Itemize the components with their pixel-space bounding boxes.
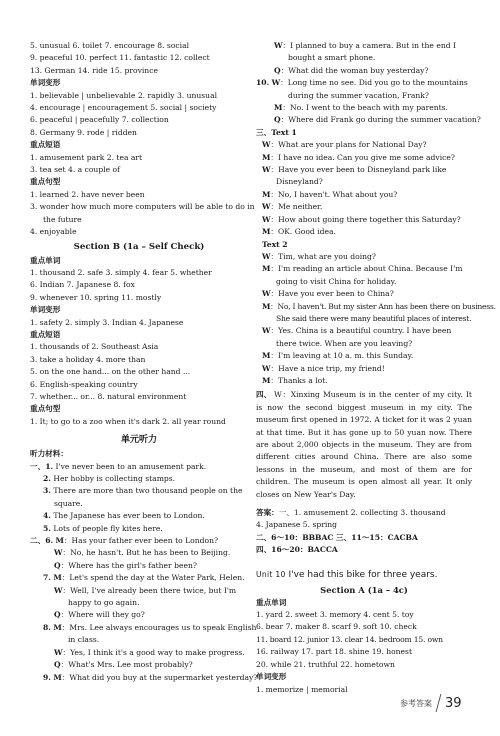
passage-text: W：Xinxing Museum is in the center of my city. It is now the second biggest museum in my city. The museum first opened in 1972. A ticket for it was 2 yuan at that time. But it has gone up to 50 yuan now. There are about 2,000 objects in the museum. They are from different cities around China. There are also some lessons in the museum, and most of them are for children. The museum is open almost all year. It only closes on New Year's Day. [256, 390, 472, 499]
unit-listening-title: 单元听力 [120, 435, 157, 446]
section-heading: 重点句型 [30, 404, 61, 414]
dialogue-line: She said there were many beautiful places of interest. [276, 313, 472, 323]
footer-divider [436, 694, 442, 712]
listening-line: The Japanese has ever been to London. [53, 511, 205, 521]
answer-line: 3. wonder how much more computers will be able to do in [30, 202, 255, 212]
dialogue-line: What are your plans for National Day? [278, 140, 427, 150]
dialogue-line: happy to go again. [68, 598, 140, 608]
dialogue-line: Let's spend the day at the Water Park, Helen. [69, 573, 245, 583]
unit-title-text: I've had this bike for three years. [288, 569, 438, 580]
answer-line: 1. learned 2. have never been [30, 189, 145, 199]
page-footer [400, 694, 462, 712]
answer-line: 4. encourage | encouragement 5. social | society [30, 103, 217, 113]
unit-number: Unit 10 [256, 569, 286, 579]
answer-line: 6. peaceful | peacefully 7. collection [30, 115, 169, 125]
dialogue-line: Mrs. Lee always encourages us to speak English [69, 622, 257, 632]
dialogue-line: OK. Good idea. [278, 227, 336, 237]
answer-line: 1. thousands of 2. Southeast Asia [30, 342, 159, 352]
dialogue-line: Yes, I think it's a good way to make progress. [70, 647, 245, 657]
vocab-line: 5. unusual 6. toilet 7. encourage 8. social [30, 41, 190, 50]
passage-block [256, 389, 472, 501]
section-heading: 重点单词 [256, 597, 287, 607]
answers-label: 答案： [256, 508, 279, 518]
answer-line: 6. bear 7. maker 8. scarf 9. soft 10. check [256, 622, 417, 632]
listening-line: Lots of people fly kites here. [53, 523, 163, 533]
answer-line: 1. It; to go to a zoo when it's dark 2. all year round [30, 416, 226, 426]
listening-line: I've never been to an amusement park. [55, 461, 207, 471]
dialogue-line: Yes. China is a beautiful country. I have been [278, 326, 452, 336]
answer-line: 6. English-speaking country [30, 379, 138, 389]
section-heading: 单词变形 [30, 305, 61, 315]
dialogue-line: No, he hasn't. But he has been to Beijing. [70, 548, 231, 558]
answer-line: 四、16～20：BACCA [256, 545, 338, 555]
part-marker: 四、 [256, 390, 272, 400]
dialogue-line: No. I went to the beach with my parents. [290, 103, 448, 113]
section-b-title: Section B (1a – Self Check) [73, 241, 205, 252]
dialogue-line: in class. [68, 635, 100, 645]
answer-line: 1. memorize | memorial [256, 684, 348, 694]
dialogue-line: Disneyland? [276, 177, 323, 187]
section-heading: 重点句型 [30, 177, 61, 187]
section-a-title: Section A (1a – 4c) [320, 584, 408, 595]
dialogue-line: What did you buy at the supermarket yesterday? [69, 672, 258, 682]
answer-line: 11. board 12. junior 13. clear 14. bedroom 15. own [256, 634, 443, 644]
right-column: W：I planned to buy a camera. But in the end I bought a smart phone. Q：What did the woman buy yesterday? 10. W：Long time no see. Did you go to the mountains during the summer vacation, Frank? M：No. I went to the beach with my parents. Q：Where did Frank go during the summer vacation? 三、Text 1 W：What are your plans for National Day? M：I have no idea. Can you give me some advice? W：Have you ever been to Disneyland park like Disneyland? M：No, I haven't. What about you? W：Me neither. W：How about going there together this Saturday? M：OK. Good idea. Text 2 W：Tim, what are you doing? M：I'm reading an article about China. Because I'm going to visit China for holiday. W：Have you ever been to China? M：No, I haven't. But my sister Ann has been there on business. She said there were many beautiful places of interest. W：Yes. China is a beautiful country. I have been there twice. When are you leaving? M：I'm leaving at 10 a. m. this Sunday. W：Have a nice trip, my friend! M：Thanks a lot. 四、 W：Xinxing Museum is in the center of my city. It is now the second biggest museum in my city. The museum first opened in 1972. A ticket for it was 2 yuan at that time. But it has gone up to 50 yuan now. There are about 2,000 objects in the museum. They are from different cities around China. There are also some lessons in the museum, and most of them are for children. The museum is open almost all year. It only closes on New Year's Day. 答案：一、1. amusement 2. collecting 3. thousand 4. Japanese 5. spring 二、6～10：BBBAC 三、11～15：CACBA 四、16～20：BACCA Unit 10 I've had this bike for three years. Section A (1a – 4c) 重点单词 1. yard 2. sweet 3. memory 4. cent 5. toy 6. bear 7. maker 8. scarf 9. soft 10. check 11. board 12. junior 13. clear 14. bedroom 15. own 16. railway 17. part 18. shine 19. honest 20. while 21. truthful 22. hometown 单词变形 1. memorize | memorial [256, 40, 472, 696]
answer-line: 3. tea set 4. a couple of [30, 165, 120, 175]
page-number: 39 [445, 695, 462, 711]
listening-line: Her hobby is collecting stamps. [53, 474, 176, 483]
dialogue-line: Has your father ever been to London? [71, 536, 219, 546]
dialogue-line: I planned to buy a camera. But in the end I [290, 41, 456, 50]
dialogue-line: Have you ever been to China? [278, 289, 394, 299]
dialogue-line: during the summer vacation, Frank? [288, 90, 429, 100]
answer-line: 7. whether... or... 8. natural environment [30, 391, 187, 401]
answer-line: 3. take a holiday 4. more than [30, 354, 146, 364]
dialogue-line: No, I haven't. But my sister Ann has been there on business. [277, 301, 496, 311]
part-marker: 一、 [30, 461, 46, 471]
dialogue-line: Where has the girl's father been? [68, 560, 197, 570]
answer-line: 4. Japanese 5. spring [256, 520, 338, 530]
unit-title [256, 567, 472, 583]
answer-line: 6. Indian 7. Japanese 8. fox [30, 280, 135, 290]
answer-line: 二、6～10：BBBAC 三、11～15：CACBA [256, 532, 418, 542]
vocab-line: 13. German 14. ride 15. province [30, 65, 158, 75]
section-heading: 重点单词 [30, 255, 61, 265]
listening-line: square. [54, 498, 83, 508]
dialogue-line: Well, I've already been there twice, but I'm [70, 585, 237, 595]
dialogue-line: going to visit China for holiday. [276, 276, 397, 286]
dialogue-line: How about going there together this Saturday? [278, 214, 461, 224]
part-marker: 三、 [256, 127, 272, 137]
dialogue-line: Thanks a lot. [278, 375, 328, 385]
dialogue-line: I'm reading an article about China. Because I'm [278, 264, 463, 274]
dialogue-line: Tim, what are you doing? [278, 251, 376, 261]
section-heading: 单词变形 [256, 672, 287, 682]
listening-heading: 听力材料： [30, 449, 68, 459]
answer-line: 5. on the one hand... on the other hand ... [30, 367, 191, 377]
part-marker: 二、 [30, 536, 46, 546]
dialogue-line: bought a smart phone. [288, 53, 376, 63]
answer-line: 一、1. amusement 2. collecting 3. thousand [278, 508, 446, 518]
answer-line: 9. whenever 10. spring 11. mostly [30, 292, 162, 302]
answer-line: 16. railway 17. part 18. shine 19. honest [256, 647, 413, 657]
left-column: 5. unusual 6. toilet 7. encourage 8. social 9. peaceful 10. perfect 11. fantastic 12. collect 13. German 14. ride 15. province 单词变形 1. believable | unbelievable 2. rapidly 3. unusual 4. encourage | encouragement 5. social | society 6. peaceful | peacefully 7. collection 8. Germany 9. rode | ridden 重点短语 1. amusement park 2. tea art 3. tea set 4. a couple of 重点句型 1. learned 2. have never been 3. wonder how much more computers will be able to do in the future 4. enjoyable Section B (1a – Self Check) 重点单词 1. thousand 2. safe 3. simply 4. fear 5. whether 6. Indian 7. Japanese 8. fox 9. whenever 10. spring 11. mostly 单词变形 1. safety 2. simply 3. Indian 4. Japanese 重点短语 1. thousands of 2. Southeast Asia 3. take a holiday 4. more than 5. on the one hand... on the other hand ... 6. English-speaking country 7. whether... or... 8. natural environment 重点句型 1. It; to go to a zoo when it's dark 2. all year round 单元听力 听力材料： 一、1. I've never been to an amusement park. 2. Her hobby is collecting stamps. 3. There are more than two thousand people on the square. 4. The Japanese has ever been to London. 5. Lots of people fly kites here. 二、6. M：Has your father ever been to London? W：No, he hasn't. But he has been to Beijing. Q：Where has the girl's father been? 7. M：Let's spend the day at the Water Park, Helen. W：Well, I've already been there twice, but I'm happy to go again. Q：Where will they go? 8. M：Mrs. Lee always encourages us to speak English in class. W：Yes, I think it's a good way to make progress. Q：What's Mrs. Lee most probably? 9. M：What did you buy at the supermarket yesterday? [30, 41, 258, 682]
dialogue-line: Me neither. [278, 202, 323, 212]
text-title: Text 1 [271, 127, 297, 137]
section-heading: 单词变形 [30, 78, 61, 88]
dialogue-line: I'm leaving at 10 a. m. this Sunday. [278, 351, 414, 361]
answer-line: 1. thousand 2. safe 3. simply 4. fear 5. whether [30, 267, 212, 277]
answer-line: 8. Germany 9. rode | ridden [30, 127, 137, 137]
dialogue-line: there twice. When are you leaving? [276, 338, 413, 348]
text-title: Text 2 [262, 239, 288, 249]
answer-line: 1. yard 2. sweet 3. memory 4. cent 5. toy [256, 610, 414, 620]
vocab-line: 9. peaceful 10. perfect 11. fantastic 12. collect [30, 53, 210, 63]
section-heading: 重点短语 [30, 140, 61, 150]
answer-line: 1. amusement park 2. tea art [30, 152, 143, 162]
dialogue-line: Where will they go? [68, 610, 145, 620]
answer-line: 20. while 21. truthful 22. hometown [256, 659, 395, 669]
section-heading: 重点短语 [30, 329, 61, 339]
dialogue-line: I have no idea. Can you give me some advice? [278, 152, 455, 162]
dialogue-line: Have a nice trip, my friend! [278, 363, 385, 373]
dialogue-line: What's Mrs. Lee most probably? [68, 660, 193, 670]
dialogue-line: No, I haven't. What about you? [278, 189, 398, 199]
answer-line: 4. enjoyable [30, 227, 77, 237]
answer-line: 1. believable | unbelievable 2. rapidly 3. unusual [30, 90, 218, 100]
answer-line: 1. safety 2. simply 3. Indian 4. Japanese [30, 317, 184, 327]
dialogue-line: Where did Frank go during the summer vacation? [288, 115, 481, 125]
answer-line: the future [43, 214, 82, 224]
footer-label: 参考答案 [400, 698, 432, 708]
listening-line: There are more than two thousand people on the [53, 486, 243, 496]
dialogue-line: Have you ever been to Disneyland park like [278, 165, 447, 175]
dialogue-line: Long time no see. Did you go to the mountains [287, 78, 468, 88]
dialogue-line: What did the woman buy yesterday? [288, 65, 429, 75]
